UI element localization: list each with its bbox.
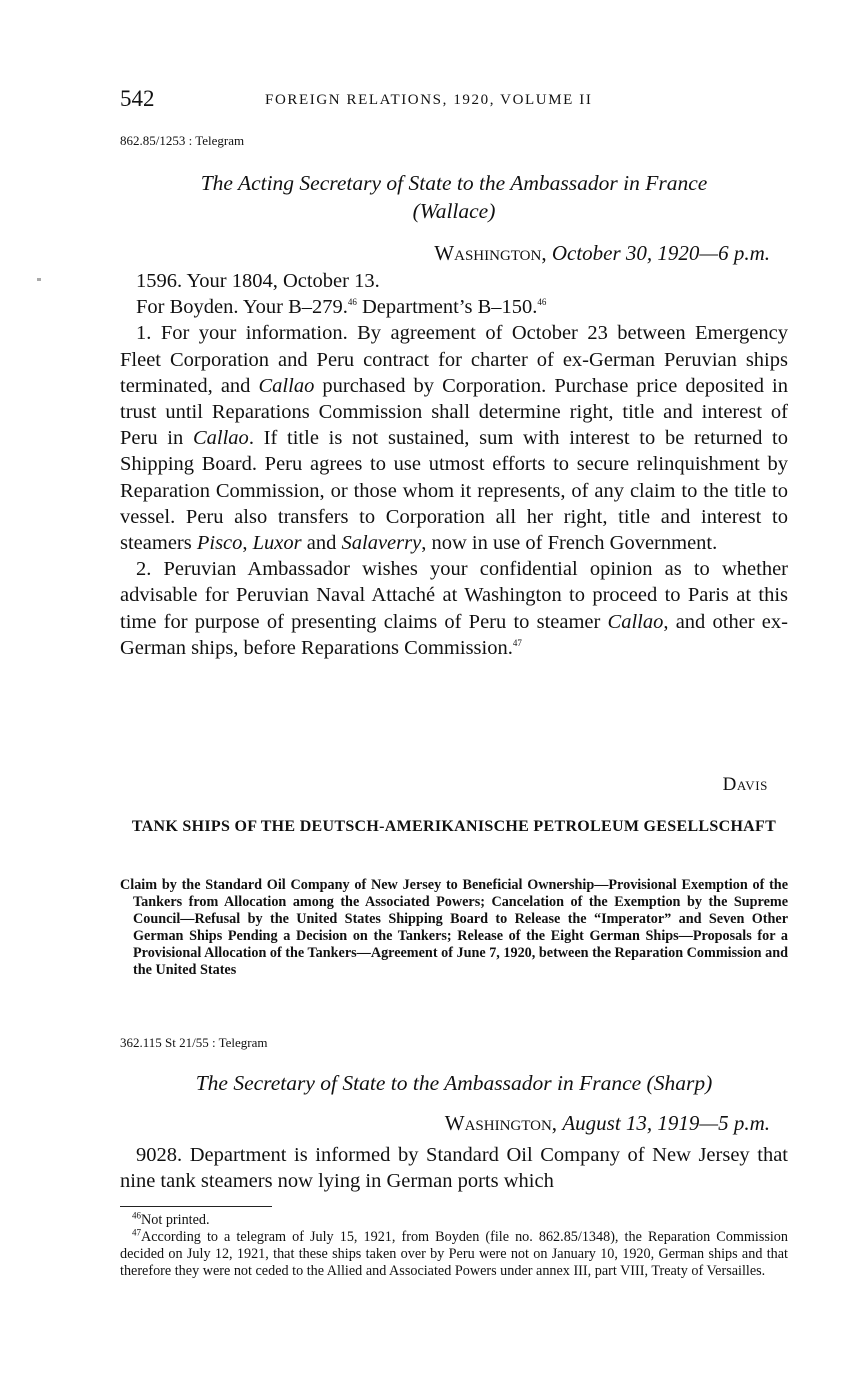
footnote-ref: 46	[537, 297, 547, 308]
paragraph	[120, 268, 788, 294]
section-synopsis: Claim by the Standard Oil Company of New Jersey to Beneficial Ownership—Provisional Exemption of the Tankers from Allocation among the Associated Powers; Cancelation of the Exemption by the Supreme Council—Refusal by the United States Shipping Board to Release the “Imperator” and Seven Other German Ships Pending a Decision on the Tankers; Release of the Eight German Ships—Proposals for a Provisional Allocation of the Tankers—Agreement of June 7, 1920, between the Reparation Commission and the United States	[120, 877, 788, 979]
ship-name: Luxor	[252, 532, 302, 555]
file-reference: 862.85/1253 : Telegram	[120, 133, 245, 148]
ship-name: Salaverry	[341, 532, 422, 555]
dateline-place: Washington,	[444, 1111, 558, 1135]
paragraph-text: . If title is not sustained, sum with interest to be returned to Shipping Board. Peru agrees to use utmost efforts to secure relinquishment by Reparation Commission, or those whom it represents, of any claim to the title to vessel. Peru also transfers to Corporation all her right, title and interest to steamers	[120, 427, 788, 555]
running-head	[120, 86, 788, 116]
file-reference: 362.115 St 21/55 : Telegram	[120, 1035, 268, 1050]
signature: Davis	[722, 774, 768, 795]
paragraph-text: ,	[242, 532, 253, 555]
footnote-ref: 47	[512, 638, 522, 649]
ship-name: Callao	[607, 610, 664, 633]
paragraph-text: , and other ex-German ships, before Reparations Commission.	[120, 610, 788, 659]
paragraph-text: 2. Peruvian Ambassador wishes your confidential opinion as to whether advisable for Peruvian Naval Attaché at Washington to proceed to Paris at this time for purpose of presenting claims of Peru to steamer	[120, 558, 788, 633]
addressee-heading	[120, 169, 788, 225]
paragraph	[120, 1142, 788, 1194]
paragraph	[120, 294, 788, 320]
footnote	[120, 1229, 788, 1280]
dateline	[445, 1111, 770, 1136]
addressee-close: )	[705, 1071, 713, 1095]
paragraph-text: purchased by Corporation. Purchase price deposited in trust until Reparations Commission shall determine right, title and interest of Peru in	[120, 374, 788, 450]
telegram-body	[120, 1142, 788, 1194]
running-title: FOREIGN RELATIONS, 1920, VOLUME II	[265, 92, 593, 108]
addressee-line: The Acting Secretary of State to the Ambassador in France	[200, 171, 708, 195]
dateline-date: October 30, 1920—6 p.m.	[551, 241, 770, 265]
paragraph-text: , now in use of French Government.	[421, 532, 718, 555]
page-number: 542	[120, 86, 155, 111]
addressee-name: Sharp	[653, 1071, 706, 1095]
footnote	[120, 1212, 788, 1229]
ship-name: Callao	[192, 427, 249, 450]
paragraph	[120, 320, 788, 556]
paragraph-text: 9028. Department is informed by Standard Oil Company of New Jersey that nine tank steamers now lying in German ports which	[120, 1144, 788, 1193]
dateline-date: August 13, 1919—5 p.m.	[562, 1111, 770, 1135]
footnote-rule	[120, 1206, 272, 1207]
ship-name: Callao	[258, 374, 315, 397]
paragraph-text: Department’s B–150.	[356, 296, 538, 319]
footnote-ref: 46	[347, 297, 357, 308]
footnote-mark: 46	[132, 1210, 141, 1221]
paragraph-text: 1596. Your 1804, October 13.	[136, 270, 380, 292]
section-title: TANK SHIPS OF THE DEUTSCH-AMERIKANISCHE PETROLEUM GESELLSCHAFT	[131, 818, 777, 835]
paragraph-text: 1. For your information. By agreement of October 23 between Emergency Fleet Corporation and Peru contract for charter of ex-German Peruvian ships terminated, and	[120, 322, 788, 397]
paragraph	[120, 556, 788, 661]
addressee-heading	[120, 1069, 788, 1097]
ship-name: Pisco	[196, 532, 243, 555]
addressee-line: The Secretary of State to the Ambassador in France (	[195, 1071, 654, 1095]
paragraph-text: and	[301, 532, 342, 555]
footnote-text: Not printed.	[141, 1212, 210, 1228]
footnotes	[120, 1212, 788, 1280]
addressee-name: (Wallace)	[412, 199, 496, 223]
dateline-place: Washington,	[434, 241, 547, 265]
dateline	[434, 241, 770, 266]
telegram-body	[120, 268, 788, 661]
paragraph-text: For Boyden. Your B–279.	[136, 296, 348, 319]
footnote-text: According to a telegram of July 15, 1921, from Boyden (file no. 862.85/1348), the Reparation Commission decided on July 12, 1921, that these ships taken over by Peru were not on January 10, 1920, German ships and that therefore they were not ceded to the Allied and Associated Powers under annex III, part VIII, Treaty of Versailles.	[120, 1229, 788, 1279]
footnote-mark: 47	[132, 1227, 141, 1238]
margin-mark	[37, 278, 41, 281]
